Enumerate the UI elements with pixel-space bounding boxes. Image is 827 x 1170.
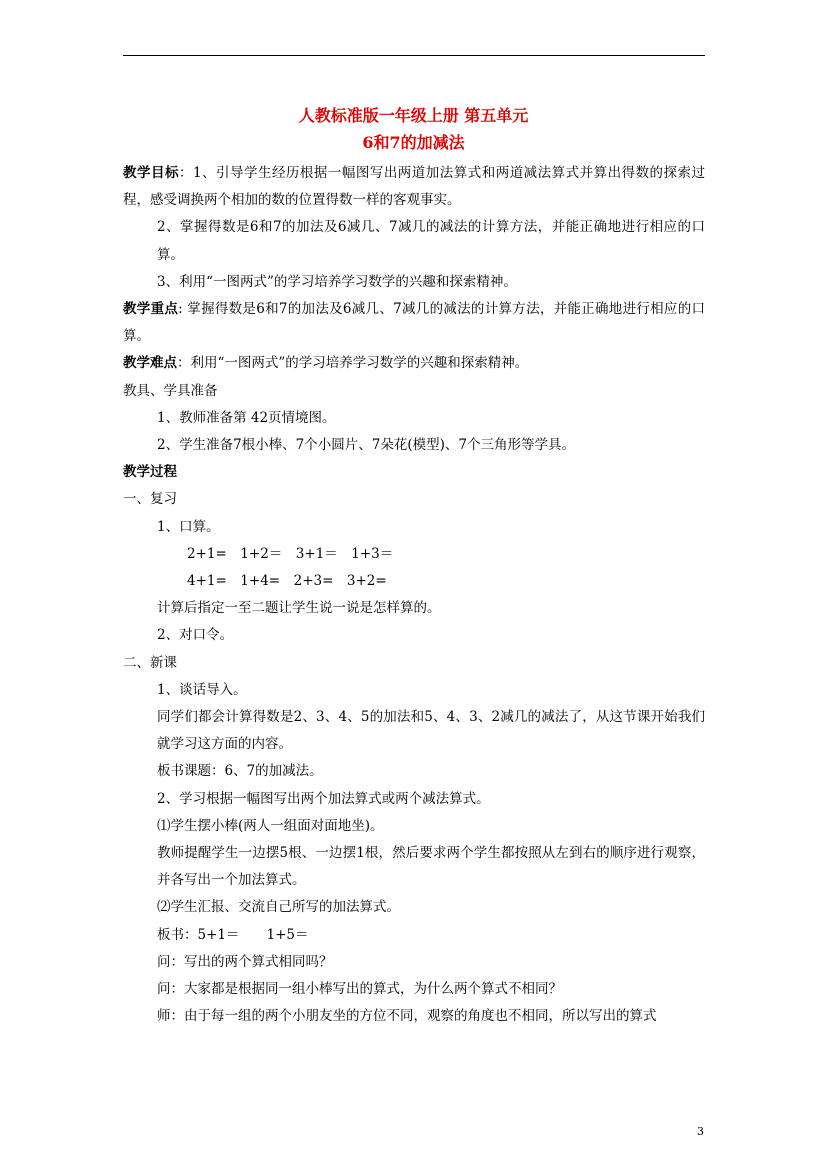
header-rule bbox=[123, 55, 705, 56]
page-number: 3 bbox=[697, 1125, 704, 1138]
lesson-body bbox=[123, 160, 705, 1031]
lesson-title: 6和7的加减法 bbox=[362, 133, 465, 152]
goal-label: 教学目标 bbox=[123, 165, 179, 181]
section-2-sub-1: ⑴学生摆小棒(两人一组面对面地坐)。 bbox=[157, 817, 384, 834]
key-text: : 掌握得数是6和7的加法及6减几、7减几的减法的计算方法，并能正确地进行相应的口算。 bbox=[123, 301, 706, 345]
goal-2-text: 2、掌握得数是6和7的加法及6减几、7减几的减法的计算方法，并能正确地进行相应的口算。 bbox=[157, 219, 705, 263]
section-2-item-1: 1、谈话导入。 bbox=[157, 681, 247, 698]
tools-heading: 教具、学具准备 bbox=[123, 382, 218, 399]
section-1-item-1: 1、口算。 bbox=[157, 518, 220, 535]
process-heading: 教学过程 bbox=[123, 464, 177, 481]
section-1-heading: 一、复习 bbox=[123, 491, 177, 508]
calc-row-1: 2+1= 1+2＝ 3+1＝ 1+3＝ bbox=[187, 545, 394, 562]
goal-3-text: 3、利用“一图两式”的学习培养学习数学的兴趣和探索精神。 bbox=[157, 273, 517, 290]
section-2-board-1: 板书课题：6、7的加减法。 bbox=[157, 763, 323, 780]
tools-item-1: 1、教师准备第 42页情境图。 bbox=[157, 409, 336, 426]
goal-paragraph bbox=[123, 160, 705, 214]
section-2-paragraph-1: 同学们都会计算得数是2、3、4、5的加法和5、4、3、2减几的减法了，从这节课开始我们就学习这方面的内容。 bbox=[157, 709, 705, 753]
section-1-after-calc: 计算后指定一至二题让学生说一说是怎样算的。 bbox=[157, 600, 441, 617]
section-2-board-2: 板书：5+1＝ 1+5＝ bbox=[157, 926, 309, 943]
key-paragraph bbox=[123, 296, 705, 350]
difficulty-label: 教学难点 bbox=[123, 355, 177, 372]
section-2-heading: 二、新课 bbox=[123, 654, 177, 671]
question-2: 问：大家都是根据同一组小棒写出的算式，为什么两个算式不相同？ bbox=[157, 981, 562, 998]
section-2-sub-2: ⑵学生汇报、交流自己所写的加法算式。 bbox=[157, 899, 400, 916]
question-1: 问：写出的两个算式相同吗？ bbox=[157, 953, 333, 970]
difficulty-paragraph bbox=[123, 350, 705, 377]
calc-row-2: 4+1= 1+4= 2+3= 3+2= bbox=[187, 573, 387, 590]
key-label: 教学重点 bbox=[123, 301, 179, 318]
difficulty-text: ：利用“一图两式”的学习培养学习数学的兴趣和探索精神。 bbox=[177, 355, 529, 372]
section-2-item-2: 2、学习根据一幅图写出两个加法算式或两个减法算式。 bbox=[157, 790, 490, 807]
teacher-remark: 师：由于每一组的两个小朋友坐的方位不同，观察的角度也不相同，所以写出的算式 bbox=[157, 1008, 657, 1025]
section-1-item-2: 2、对口令。 bbox=[157, 627, 234, 644]
goal-1-text: ：1、引导学生经历根据一幅图写出两道加法算式和两道减法算式并算出得数的探索过程，感受调换两个相加的数的位置得数一样的客观事实。 bbox=[123, 165, 706, 209]
document-title: 人教标准版一年级上册 第五单元 bbox=[298, 106, 529, 125]
section-2-paragraph-2: 教师提醒学生一边摆5根、一边摆1根，然后要求两个学生都按照从左到右的顺序进行观察，并各写出一个加法算式。 bbox=[157, 845, 705, 889]
tools-item-2: 2、学生准备7根小棒、7个小圆片、7朵花(模型)、7个三角形等学具。 bbox=[157, 437, 575, 454]
